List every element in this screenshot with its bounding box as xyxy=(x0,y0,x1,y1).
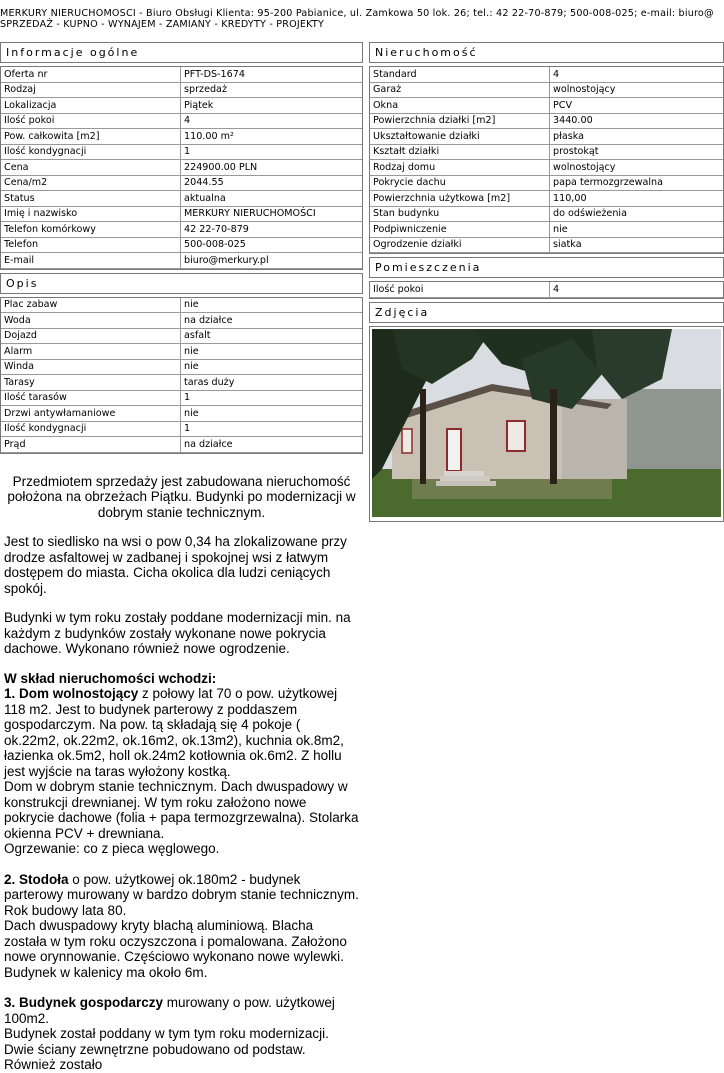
description-sklad-title: W skład nieruchomości wchodzi: xyxy=(4,670,217,686)
nieruchomosc-value: wolnostojący xyxy=(553,161,616,173)
opis-row xyxy=(1,421,362,437)
info-row xyxy=(1,237,362,253)
right-column xyxy=(369,42,724,522)
opis-value: na działce xyxy=(184,314,233,326)
info-label: Ilość pokoi xyxy=(1,113,181,129)
info-row xyxy=(1,253,362,269)
section-title-zdjecia: Zdjęcia xyxy=(369,302,724,323)
nieruchomosc-label: Podpiwniczenie xyxy=(370,222,550,238)
left-column xyxy=(0,42,363,1073)
nieruchomosc-value: prostokąt xyxy=(553,146,599,158)
nieruchomosc-table xyxy=(370,67,723,253)
nieruchomosc-value: papa termozgrzewalna xyxy=(553,177,664,189)
pomieszczenia-value: 4 xyxy=(553,283,560,295)
info-table xyxy=(1,67,362,269)
nieruchomosc-label: Okna xyxy=(370,98,550,114)
section-title-informacje: Informacje ogólne xyxy=(0,42,363,63)
pomieszczenia-row xyxy=(370,282,723,297)
info-row xyxy=(1,98,362,114)
info-value: 2044.55 xyxy=(184,177,224,189)
opis-row xyxy=(1,359,362,375)
pomieszczenia-table-box xyxy=(369,281,724,299)
section-title-opis: Opis xyxy=(0,273,363,294)
info-label: Rodzaj xyxy=(1,82,181,98)
info-value: aktualna xyxy=(184,192,226,204)
opis-value: nie xyxy=(184,299,199,311)
info-value: 224900.00 PLN xyxy=(184,161,258,173)
nieruchomosc-label: Standard xyxy=(370,67,550,82)
house-photo[interactable] xyxy=(372,329,721,517)
info-row xyxy=(1,67,362,82)
info-value: 1 xyxy=(184,146,191,158)
nieruchomosc-label: Powierzchnia działki [m2] xyxy=(370,113,550,129)
opis-value: 1 xyxy=(184,423,191,435)
info-label: Cena xyxy=(1,160,181,176)
description-p2: Budynki w tym roku zostały poddane modernizacji min. na każdym z budynków zostały wykonane nowe pokrycia dachowe. Wykonano również nowe ogrodzenie. xyxy=(4,610,351,656)
info-label: Ilość kondygnacji xyxy=(1,144,181,160)
item3-text: murowany o pow. użytkowej 100m2. xyxy=(4,995,335,1026)
nieruchomosc-row xyxy=(370,206,723,222)
info-label: E-mail xyxy=(1,253,181,269)
photo-frame xyxy=(369,326,724,522)
info-row xyxy=(1,191,362,207)
info-label: Telefon komórkowy xyxy=(1,222,181,238)
description-intro: Przedmiotem sprzedaży jest zabudowana nieruchomość położona na obrzeżach Piątku. Budynki po modernizacji w dobrym stanie technicznym. xyxy=(7,473,356,520)
opis-label: Dojazd xyxy=(1,328,181,344)
nieruchomosc-row xyxy=(370,175,723,191)
opis-value: 1 xyxy=(184,392,191,404)
nieruchomosc-label: Ogrodzenie działki xyxy=(370,237,550,253)
nieruchomosc-row xyxy=(370,129,723,145)
opis-row xyxy=(1,406,362,422)
item2-text: o pow. użytkowej ok.180m2 - budynek parterowy murowany w bardzo dobrym stanie technicznym. Rok budowy lata 80. xyxy=(4,871,359,918)
nieruchomosc-value: wolnostojący xyxy=(553,84,616,96)
opis-label: Ilość tarasów xyxy=(1,390,181,406)
item2-title: 2. Stodoła xyxy=(4,871,69,887)
info-label: Pow. całkowita [m2] xyxy=(1,129,181,145)
opis-label: Alarm xyxy=(1,344,181,360)
info-value: 4 xyxy=(184,115,191,127)
pomieszczenia-label: Ilość pokoi xyxy=(370,282,550,297)
opis-value: asfalt xyxy=(184,330,211,342)
opis-table-box xyxy=(0,297,363,454)
opis-table xyxy=(1,298,362,453)
info-value: PFT-DS-1674 xyxy=(184,68,245,80)
nieruchomosc-table-box xyxy=(369,66,724,254)
nieruchomosc-label: Stan budynku xyxy=(370,206,550,222)
nieruchomosc-value: siatka xyxy=(553,239,582,251)
nieruchomosc-row xyxy=(370,82,723,98)
info-value: sprzedaż xyxy=(184,84,227,96)
info-value: Piątek xyxy=(184,99,214,111)
info-label: Imię i nazwisko xyxy=(1,206,181,222)
item1-text3: Ogrzewanie: co z pieca węglowego. xyxy=(4,841,220,856)
page-header xyxy=(0,8,724,30)
nieruchomosc-value: płaska xyxy=(553,130,584,142)
nieruchomosc-label: Pokrycie dachu xyxy=(370,175,550,191)
info-value: 500-008-025 xyxy=(184,239,246,251)
info-row xyxy=(1,206,362,222)
info-value: biuro@merkury.pl xyxy=(184,254,269,266)
nieruchomosc-row xyxy=(370,113,723,129)
item3-text2: Budynek został poddany w tym tym roku modernizacji. Dwie ściany zewnętrzne pobudowano od podstaw. Również zostało xyxy=(4,1026,329,1072)
nieruchomosc-row xyxy=(370,67,723,82)
nieruchomosc-label: Powierzchnia użytkowa [m2] xyxy=(370,191,550,207)
info-label: Telefon xyxy=(1,237,181,253)
item3-title: 3. Budynek gospodarczy xyxy=(4,995,164,1010)
section-title-nieruchomosc: Nieruchomość xyxy=(369,42,724,63)
opis-label: Woda xyxy=(1,313,181,329)
section-title-pomieszczenia: Pomieszczenia xyxy=(369,257,724,278)
nieruchomosc-label: Ukształtowanie działki xyxy=(370,129,550,145)
item1-text2: Dom w dobrym stanie technicznym. Dach dwuspadowy w konstrukcji drewnianej. W tym roku założono nowe pokrycie dachowe (folia + papa termozgrzewalna). Stolarka okienna PCV + drewniana. xyxy=(4,779,359,841)
nieruchomosc-label: Rodzaj domu xyxy=(370,160,550,176)
opis-row xyxy=(1,298,362,313)
info-row xyxy=(1,160,362,176)
opis-label: Prąd xyxy=(1,437,181,453)
opis-label: Ilość kondygnacji xyxy=(1,421,181,437)
header-contact-line: MERKURY NIERUCHOMOŚCI - Biuro Obsługi Klienta: 95-200 Pabianice, ul. Zamkowa 50 lok. 26; tel.: 42 22-70-879; 500-008-025; e-mail: biuro@ xyxy=(0,8,714,19)
item1-title: 1. Dom wolnostojący xyxy=(4,686,139,701)
opis-row xyxy=(1,437,362,453)
nieruchomosc-value: PCV xyxy=(553,99,573,111)
opis-label: Tarasy xyxy=(1,375,181,391)
info-label: Lokalizacja xyxy=(1,98,181,114)
nieruchomosc-label: Garaż xyxy=(370,82,550,98)
info-value: 110.00 m² xyxy=(184,130,234,142)
opis-value: nie xyxy=(184,407,199,419)
nieruchomosc-row xyxy=(370,237,723,253)
nieruchomosc-value: 3440.00 xyxy=(553,115,593,127)
info-label: Cena/m2 xyxy=(1,175,181,191)
info-row xyxy=(1,129,362,145)
opis-value: nie xyxy=(184,345,199,357)
item2-text2: Dach dwuspadowy kryty blachą aluminiową. Blacha została w tym roku oczyszczona i pomalowana. Założono nowe orynnowanie. Częściowo wykonano nowe wylewki. Budynek w kalenicy ma około 6m. xyxy=(4,918,347,980)
nieruchomosc-value: 4 xyxy=(553,68,560,80)
opis-value: taras duży xyxy=(184,376,235,388)
description-p1: Jest to siedlisko na wsi o pow 0,34 ha zlokalizowane przy drodze asfaltowej w zadbanej i spokojnej wsi z łatwym dostępem do miasta. Cicha okolica dla ludzi ceniących spokój. xyxy=(4,534,347,596)
pomieszczenia-table xyxy=(370,282,723,298)
opis-value: nie xyxy=(184,361,199,373)
info-table-box xyxy=(0,66,363,270)
info-value: 42 22-70-879 xyxy=(184,223,249,235)
nieruchomosc-row xyxy=(370,222,723,238)
nieruchomosc-row xyxy=(370,144,723,160)
info-value: MERKURY NIERUCHOMOŚCI xyxy=(184,208,316,220)
nieruchomosc-value: 110,00 xyxy=(553,192,587,204)
nieruchomosc-label: Kształt działki xyxy=(370,144,550,160)
info-label: Status xyxy=(1,191,181,207)
info-label: Oferta nr xyxy=(1,67,181,82)
opis-row xyxy=(1,375,362,391)
item1-text: z połowy lat 70 o pow. użytkowej 118 m2. Jest to budynek parterowy z poddaszem gospodarczym. Na pow. tą składają się 4 pokoje ( ok.22m2, ok.22m2, ok.16m2, ok.13m2), kuchnia ok.8m2, łazienka ok.5m2, holl ok.24m2 kotłownia ok.6m2. Z hollu jest wyjście na taras wyłożony kostką. xyxy=(4,686,344,779)
opis-label: Winda xyxy=(1,359,181,375)
nieruchomosc-row xyxy=(370,98,723,114)
info-row xyxy=(1,222,362,238)
nieruchomosc-row xyxy=(370,191,723,207)
opis-row xyxy=(1,328,362,344)
description-text xyxy=(0,474,363,1073)
opis-label: Plac zabaw xyxy=(1,298,181,313)
opis-value: na działce xyxy=(184,438,233,450)
nieruchomosc-value: nie xyxy=(553,223,568,235)
info-row xyxy=(1,113,362,129)
nieruchomosc-row xyxy=(370,160,723,176)
info-row xyxy=(1,82,362,98)
opis-row xyxy=(1,390,362,406)
opis-row xyxy=(1,313,362,329)
info-row xyxy=(1,144,362,160)
opis-label: Drzwi antywłamaniowe xyxy=(1,406,181,422)
info-row xyxy=(1,175,362,191)
opis-row xyxy=(1,344,362,360)
nieruchomosc-value: do odświeżenia xyxy=(553,208,627,220)
header-services-line: SPRZEDAŻ - KUPNO - WYNAJEM - ZAMIANY - KREDYTY - PROJEKTY xyxy=(0,19,325,30)
